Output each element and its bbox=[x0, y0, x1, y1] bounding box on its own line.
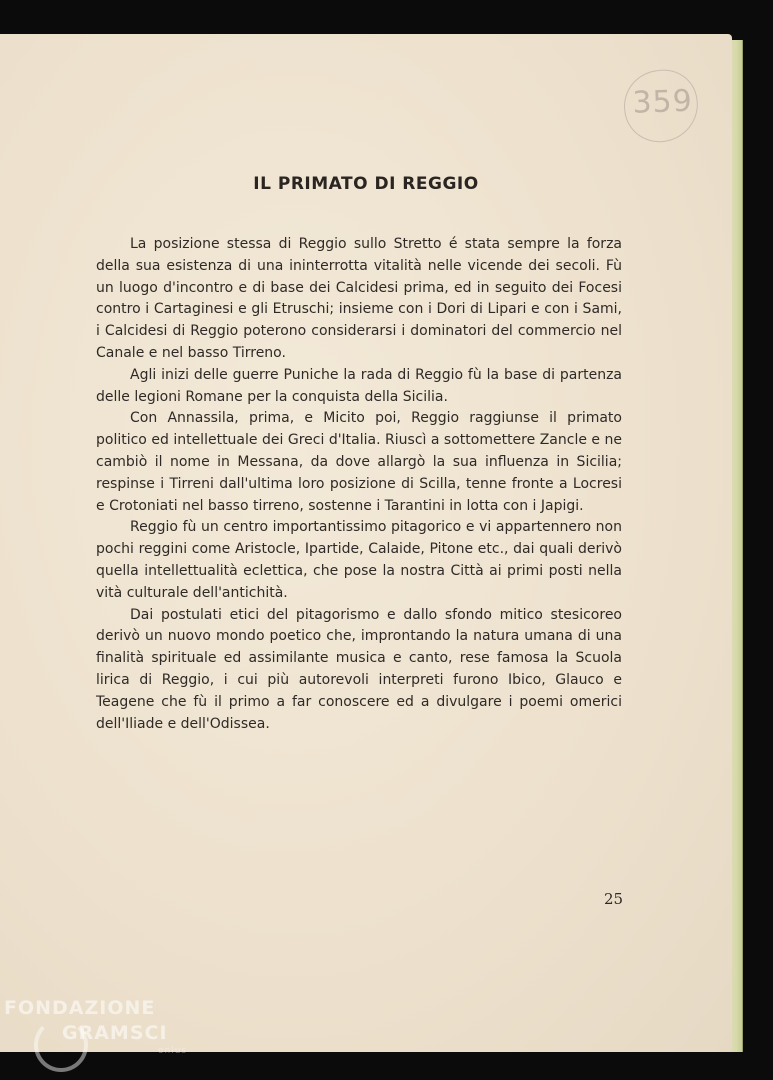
watermark-line2: GRAMSCI bbox=[62, 1022, 168, 1044]
paragraph: Agli inizi delle guerre Puniche la rada di Reggio fù la base di partenza delle legioni Romane per la conquista della Sicilia. bbox=[96, 366, 622, 405]
paragraph: Reggio fù un centro importantissimo pitagorico e vi appartennero non pochi reggini come Aristocle, Ipartide, Calaide, Pitone etc., dai quali derivò quella intellettualità eclettica, che pose la nostra Città ai primi posti nella vità culturale dell'antichità. bbox=[96, 519, 622, 601]
watermark-line3: onlus bbox=[158, 1046, 188, 1056]
body-text bbox=[96, 234, 622, 735]
paragraph: La posizione stessa di Reggio sullo Stretto é stata sempre la forza della sua esistenza di una ininterrotta vitalità nelle vicende dei secoli. Fù un luogo d'incontro e di base dei Calcidesi prima, ed in seguito dei Focesi contro i Cartaginesi e gli Etruschi; insieme con i Dori di Lipari e con i Sami, i Calcidesi di Reggio poterono considerarsi i dominatori del commercio nel Canale e nel basso Tirreno. bbox=[96, 236, 622, 361]
archive-number: 359 bbox=[631, 83, 694, 121]
paragraph: Dai postulati etici del pitagorismo e dallo sfondo mitico stesicoreo derivò un nuovo mondo poetico che, improntando la natura umana di una finalità spirituale ed assimilante musica e canto, rese famosa la Scuola lirica di Reggio, i cui più autorevoli interpreti furono Ibico, Glauco e Teagene che fù il primo a far conoscere ed a divulgare i poemi omerici dell'Iliade e dell'Odissea. bbox=[96, 606, 622, 732]
page-number: 25 bbox=[604, 890, 624, 908]
paragraph: Con Annassila, prima, e Micito poi, Reggio raggiunse il primato politico ed intellettuale dei Greci d'Italia. Riuscì a sottomettere Zancle e ne cambiò il nome in Messana, da dove allargò la sua influenza in Sicilia; respinse i Tirreni dall'ultima loro posizione di Scilla, tenne fronte a Locresi e Crotoniati nel basso tirreno, sostenne i Tarantini in lotta con i Japigi. bbox=[96, 410, 622, 514]
watermark-line1: FONDAZIONE bbox=[4, 997, 156, 1019]
watermark bbox=[4, 996, 187, 1056]
page-title: IL PRIMATO DI REGGIO bbox=[253, 174, 479, 194]
